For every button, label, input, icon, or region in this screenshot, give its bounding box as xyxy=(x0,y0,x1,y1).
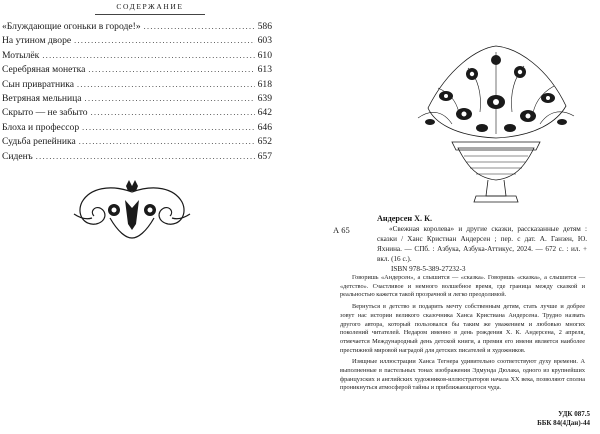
toc-entry[interactable] xyxy=(2,49,272,63)
toc-entry-title: На утином дворе xyxy=(2,35,72,47)
toc-entry[interactable] xyxy=(2,92,272,106)
toc-entry-title: Сиденъ xyxy=(2,150,33,162)
toc-entry[interactable] xyxy=(2,78,272,92)
toc-leader-dots xyxy=(91,106,255,120)
flower-basket-illustration-icon xyxy=(408,38,584,206)
toc-entry-title: «Блуждающие огоньки в городе!» xyxy=(2,21,141,32)
annotation-paragraph: Изящные иллюстрации Ханса Тегнера удивительно соответствуют духу времени. А выполненные в пастельных тонах изображения Эдмунда Дюлака, одного из крупнейших французских и английских художников-иллюстраторов начала XX века, позволяют сполна проникнуться атмосферой тайны и приближающегося чуда. xyxy=(340,358,585,392)
toc-entry[interactable] xyxy=(2,121,272,135)
toc-entry-title: Серебряная монетка xyxy=(2,64,86,76)
toc-entry-page: 586 xyxy=(257,21,272,32)
section-title: СОДЕРЖАНИЕ xyxy=(95,0,205,15)
right-page xyxy=(300,0,600,434)
isbn: ISBN 978-5-389-27232-3 xyxy=(391,265,466,273)
toc-entry-title: Мотылёк xyxy=(2,49,40,61)
toc-entry[interactable] xyxy=(2,20,272,34)
classification-codes xyxy=(520,410,590,427)
annotation-paragraph: Говоришь «Андерсен», а слышится — «сказка». Говоришь «сказка», а слышится — «детство». Счастливое и немного волшебное время, где граница между сказкой и реальностью кажется такой прозрачной и легко преодолимой. xyxy=(340,274,585,299)
toc-leader-dots xyxy=(36,150,255,164)
toc-entry[interactable] xyxy=(2,63,272,77)
annotation xyxy=(340,274,585,396)
annotation-paragraph: Вернуться в детство и подарить мечту собственным детям, стать лучше и добрее зовут нас истории великого сказочника Ханса Кристиана Андерсена. Трудно назвать другого автора, который пользовался бы таким же уважением и любовью многих поколений читателей. Недаром именно в день рождения Х. К. Андерсена, 2 апреля, отмечается Международный день детской книги, а премия его имени является наиболее престижной мировой наградой для детских писателей и художников. xyxy=(340,303,585,354)
toc-entry-page: 639 xyxy=(257,92,272,104)
toc-entry-page: 613 xyxy=(257,64,272,76)
toc-leader-dots xyxy=(82,121,254,135)
author-heading: Андерсен Х. К. xyxy=(377,214,433,223)
toc-leader-dots xyxy=(144,20,255,34)
toc-entry-page: 646 xyxy=(257,121,272,133)
bibliographic-description: «Свежная королева» и другие сказки, рассказанные детям : сказки / Ханс Кристиан Андерсен ; пер. с дат. А. Ганзен, Ю. Яхнина. — СПб. : Азбука, Азбука-Аттикус, 2024. — 672 с. : ил. + вкл. (16 с.). xyxy=(377,225,587,263)
toc-entry[interactable] xyxy=(2,34,272,48)
toc-leader-dots xyxy=(79,135,255,149)
toc-leader-dots xyxy=(85,92,255,106)
toc-leader-dots xyxy=(77,78,255,92)
bbk-code: ББК 84(4Дан)-44 xyxy=(537,418,590,427)
toc-entry-title: Блоха и профессор xyxy=(2,121,80,133)
scroll-ornament-icon xyxy=(70,178,195,242)
toc-entry-title: Ветряная мельница xyxy=(2,92,82,104)
toc-leader-dots xyxy=(42,49,254,63)
table-of-contents xyxy=(2,20,272,164)
toc-entry[interactable] xyxy=(2,106,272,120)
toc-entry[interactable] xyxy=(2,150,272,164)
catalog-index: А 65 xyxy=(333,225,350,235)
toc-entry-page: 652 xyxy=(257,136,272,148)
toc-entry-title: Сын привратника xyxy=(2,78,75,90)
toc-entry-page: 618 xyxy=(257,78,272,90)
udk-code: УДК 087.5 xyxy=(558,410,590,418)
toc-entry-page: 657 xyxy=(257,150,272,162)
toc-entry-title: Судьба репейника xyxy=(2,136,76,148)
toc-leader-dots xyxy=(74,34,254,48)
toc-entry-title: Скрыто — не забыто xyxy=(2,107,88,119)
toc-entry[interactable] xyxy=(2,135,272,149)
toc-leader-dots xyxy=(88,63,254,77)
toc-entry-page: 642 xyxy=(257,107,272,119)
catalog-record xyxy=(377,213,587,274)
toc-entry-page: 603 xyxy=(257,35,272,47)
toc-entry-page: 610 xyxy=(257,49,272,61)
